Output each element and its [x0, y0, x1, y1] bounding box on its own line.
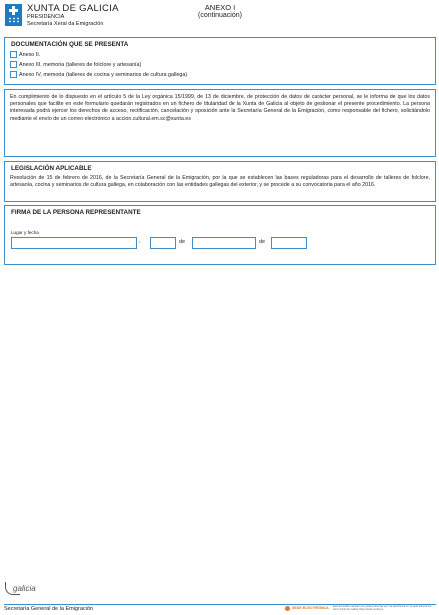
annex-2-checkbox[interactable]	[10, 51, 17, 58]
legislation-title: LEGISLACIÓN APLICABLE	[11, 165, 92, 172]
privacy-text: En cumplimiento de lo dispuesto en el artículo 5 de la Ley orgánica 15/1999, de 13 de diciembre, de protección de datos de carácter personal, se le informa de que los datos personales que facilite en este formulario quedarán registrados en un fichero de titularidad de la Xunta de Galicia al objeto de gestionar el presente procedimiento. La persona interesada podrá ejercer los derechos de acceso, rectificación, cancelación y oposición ante la Secretaría General de la Emigración, como responsable del fichero, solicitándolo mediante el envío de un correo electrónico a accion.cultural.em.sc@xunta.es	[10, 94, 430, 122]
documentation-section	[4, 37, 436, 85]
de-label-2: de	[259, 239, 265, 245]
sede-electronica-icon	[285, 606, 290, 611]
brand-department: PRESIDENCIA	[27, 14, 65, 20]
place-field[interactable]	[11, 237, 137, 249]
footer-secretariat: Secretaría General de la Emigración	[4, 606, 93, 612]
doc-item-annex-2	[10, 51, 40, 58]
day-field[interactable]	[150, 237, 176, 249]
de-label-1: de	[179, 239, 185, 245]
doc-item-label: Anexo III, memoria (talleres de folclore y artesanía)	[19, 61, 142, 68]
annex-title: ANEXO I	[204, 3, 236, 12]
sede-electronica-note: Este formulario también se puede presentar por vía electrónica en la sede electrónica de la Xunta de Galicia https://sede.xunta.es	[333, 605, 432, 612]
brand-secretariat: Secretaría Xeral da Emigración	[27, 21, 104, 27]
place-date-label: Lugar y fecha	[11, 230, 39, 235]
privacy-section	[4, 89, 436, 157]
doc-item-annex-3	[10, 61, 141, 68]
galicia-logo: galicia	[13, 584, 36, 593]
signature-title: FIRMA DE LA PERSONA REPRESENTANTE	[11, 209, 141, 216]
doc-item-annex-4	[10, 71, 187, 78]
xunta-logo-icon	[5, 4, 22, 26]
annex-3-checkbox[interactable]	[10, 61, 17, 68]
year-field[interactable]	[271, 237, 307, 249]
doc-item-label: Anexo II.	[19, 51, 41, 58]
documentation-title: DOCUMENTACIÓN QUE SE PRESENTA	[11, 41, 129, 48]
brand-title: XUNTA DE GALICIA	[27, 3, 119, 14]
signature-section	[4, 205, 436, 265]
annex-4-checkbox[interactable]	[10, 71, 17, 78]
legislation-section	[4, 161, 436, 202]
comma-separator: ,	[139, 238, 141, 244]
sede-electronica-label[interactable]: SEDE ELECTRÓNICA	[292, 606, 329, 610]
month-field[interactable]	[192, 237, 256, 249]
legislation-text: Resolución de 15 de febrero de 2016, de la Secretaría General de la Emigración, por la que se establecen las bases reguladoras para el desarrollo de talleres de folclore, artesanía, cocina y seminarios de cultura gallega, en colaboración con las entidades gallegas del exterior, y se procede a su convocatoria para el año 2016.	[10, 175, 430, 189]
doc-item-label: Anexo IV, memoria (talleres de cocina y seminarios de cultura gallega)	[19, 71, 188, 78]
annex-subtitle: (continuación)	[198, 12, 242, 19]
